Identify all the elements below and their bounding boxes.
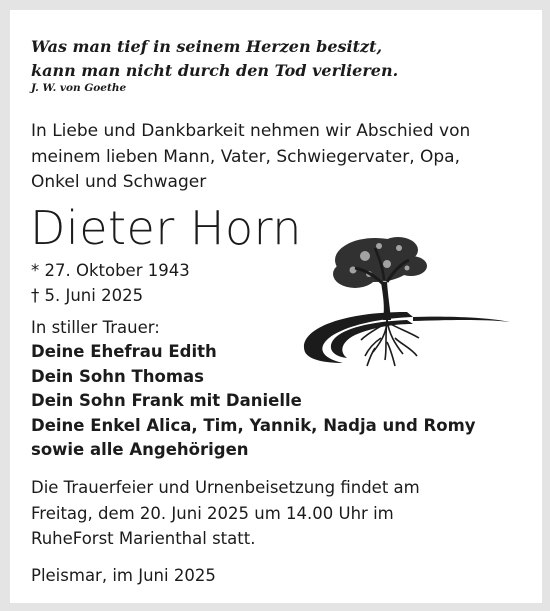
mourners-heading: In stiller Trauer: xyxy=(31,318,160,337)
memorial-quote xyxy=(31,35,398,83)
funeral-notice xyxy=(31,475,420,552)
mourner-line: Dein Sohn Frank mit Danielle xyxy=(31,391,302,411)
mourner-line: Dein Sohn Thomas xyxy=(31,366,204,386)
mourners-list xyxy=(31,316,476,462)
funeral-line: Die Trauerfeier und Urnenbeisetzung findet am xyxy=(31,478,420,497)
funeral-line: RuheForst Marienthal statt. xyxy=(31,529,256,548)
mourner-line: Deine Ehefrau Edith xyxy=(31,342,217,362)
place-and-date: Pleismar, im Juni 2025 xyxy=(31,566,216,585)
quote-author: J. W. von Goethe xyxy=(31,82,127,94)
mourner-line: sowie alle Angehörigen xyxy=(31,440,249,460)
intro-line: In Liebe und Dankbarkeit nehmen wir Abschied von xyxy=(31,121,471,141)
mourner-line: Deine Enkel Alica, Tim, Yannik, Nadja und Romy xyxy=(31,415,476,435)
death-date: † 5. Juni 2025 xyxy=(31,286,144,305)
quote-line: Was man tief in seinem Herzen besitzt, xyxy=(31,37,383,56)
intro-text xyxy=(31,119,470,196)
intro-line: Onkel und Schwager xyxy=(31,172,207,192)
quote-line: kann man nicht durch den Tod verlieren. xyxy=(31,61,399,80)
intro-line: meinem lieben Mann, Vater, Schwiegervater, Opa, xyxy=(31,146,460,167)
funeral-line: Freitag, dem 20. Juni 2025 um 14.00 Uhr im xyxy=(31,503,394,523)
life-dates xyxy=(31,258,190,308)
birth-date: * 27. Oktober 1943 xyxy=(31,261,190,280)
deceased-name: Dieter Horn xyxy=(30,201,302,255)
obituary-card xyxy=(10,10,542,603)
